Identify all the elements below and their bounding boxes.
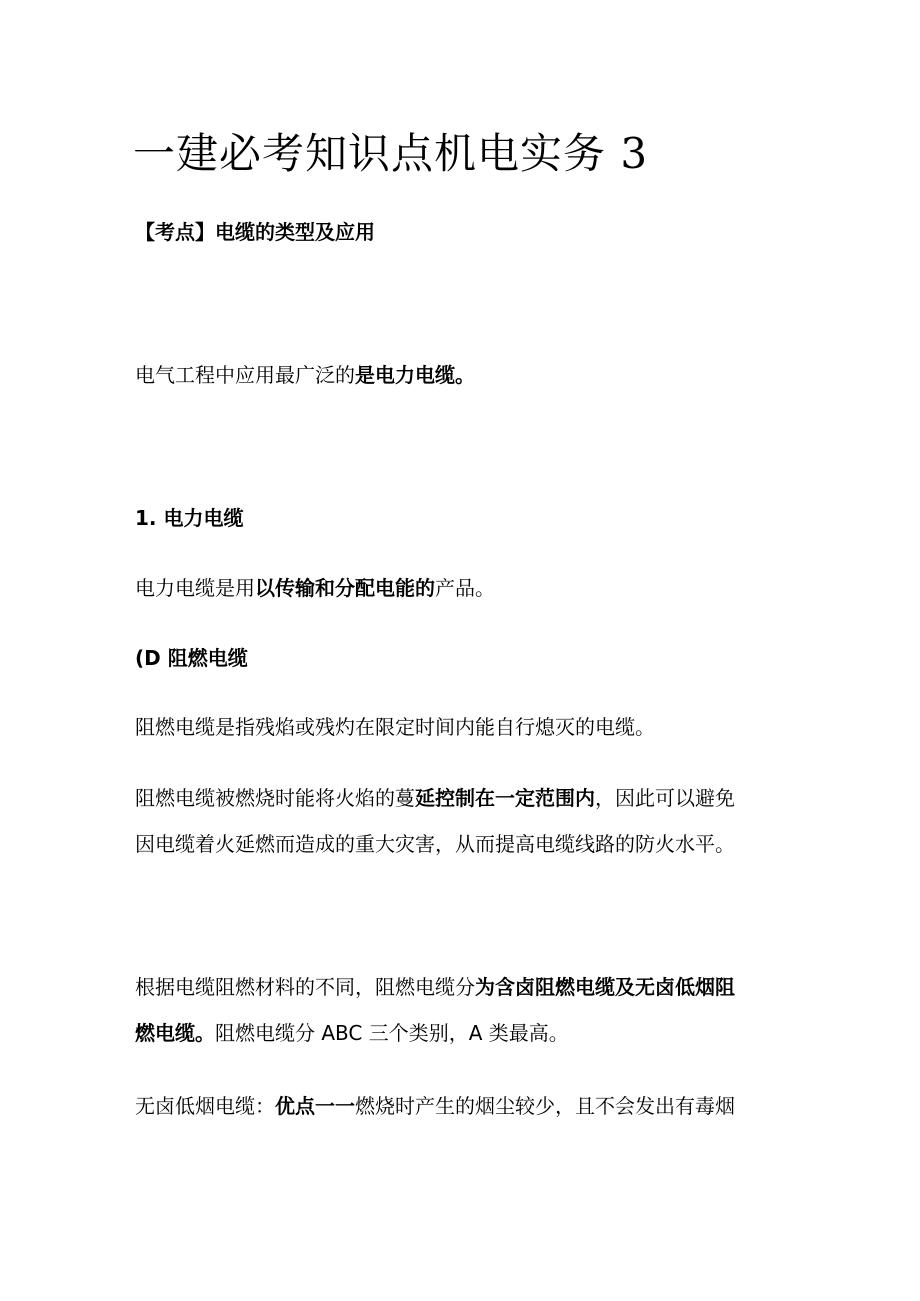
class-para-line2 bbox=[135, 1019, 569, 1047]
flame-retardant-definition: 阻燃电缆是指残焰或残灼在限定时间内能自行熄灭的电缆。 bbox=[135, 715, 655, 739]
intro-paragraph bbox=[135, 361, 475, 389]
power-def-text1: 电力电缆是用 bbox=[135, 576, 255, 600]
intro-text: 电气工程中应用最广泛的 bbox=[135, 363, 355, 387]
halogen-text2: 燃烧时产生的烟尘较少，且不会发出有毒烟 bbox=[355, 1094, 735, 1118]
heading-flame-retardant: (D 阻燃电缆 bbox=[135, 646, 248, 670]
halogen-free-paragraph bbox=[135, 1092, 735, 1120]
power-cable-definition bbox=[135, 574, 495, 602]
power-def-text2: 产品。 bbox=[435, 576, 495, 600]
flame-para-text2: ，因此可以避免 bbox=[595, 786, 735, 810]
class-para-text1: 根据电缆阻燃材料的不同，阻燃电缆分 bbox=[135, 975, 475, 999]
flame-para-bold: 延控制在一定范围内 bbox=[415, 786, 595, 810]
intro-bold: 是电力电缆。 bbox=[355, 363, 475, 387]
power-def-bold: 以传输和分配电能的 bbox=[255, 576, 435, 600]
flame-para-line1 bbox=[135, 784, 735, 812]
halogen-text1: 无卤低烟电缆： bbox=[135, 1094, 275, 1118]
class-para-line1 bbox=[135, 973, 735, 1001]
flame-para-text1: 阻燃电缆被燃烧时能将火焰的蔓 bbox=[135, 786, 415, 810]
flame-para-line2: 因电缆着火延燃而造成的重大灾害，从而提高电缆线路的防火水平。 bbox=[135, 832, 735, 856]
document-title: 一建必考知识点机电实务 3 bbox=[133, 129, 649, 178]
section-heading: 【考点】电缆的类型及应用 bbox=[135, 220, 375, 244]
class-para-bold2: 燃电缆。 bbox=[135, 1021, 215, 1045]
halogen-bold: 优点一一 bbox=[275, 1094, 355, 1118]
class-para-bold1: 为含卤阻燃电缆及无卤低烟阻 bbox=[475, 975, 735, 999]
heading-power-cable: 1. 电力电缆 bbox=[135, 506, 244, 530]
class-para-text2: 阻燃电缆分 ABC 三个类别，A 类最高。 bbox=[215, 1021, 569, 1045]
